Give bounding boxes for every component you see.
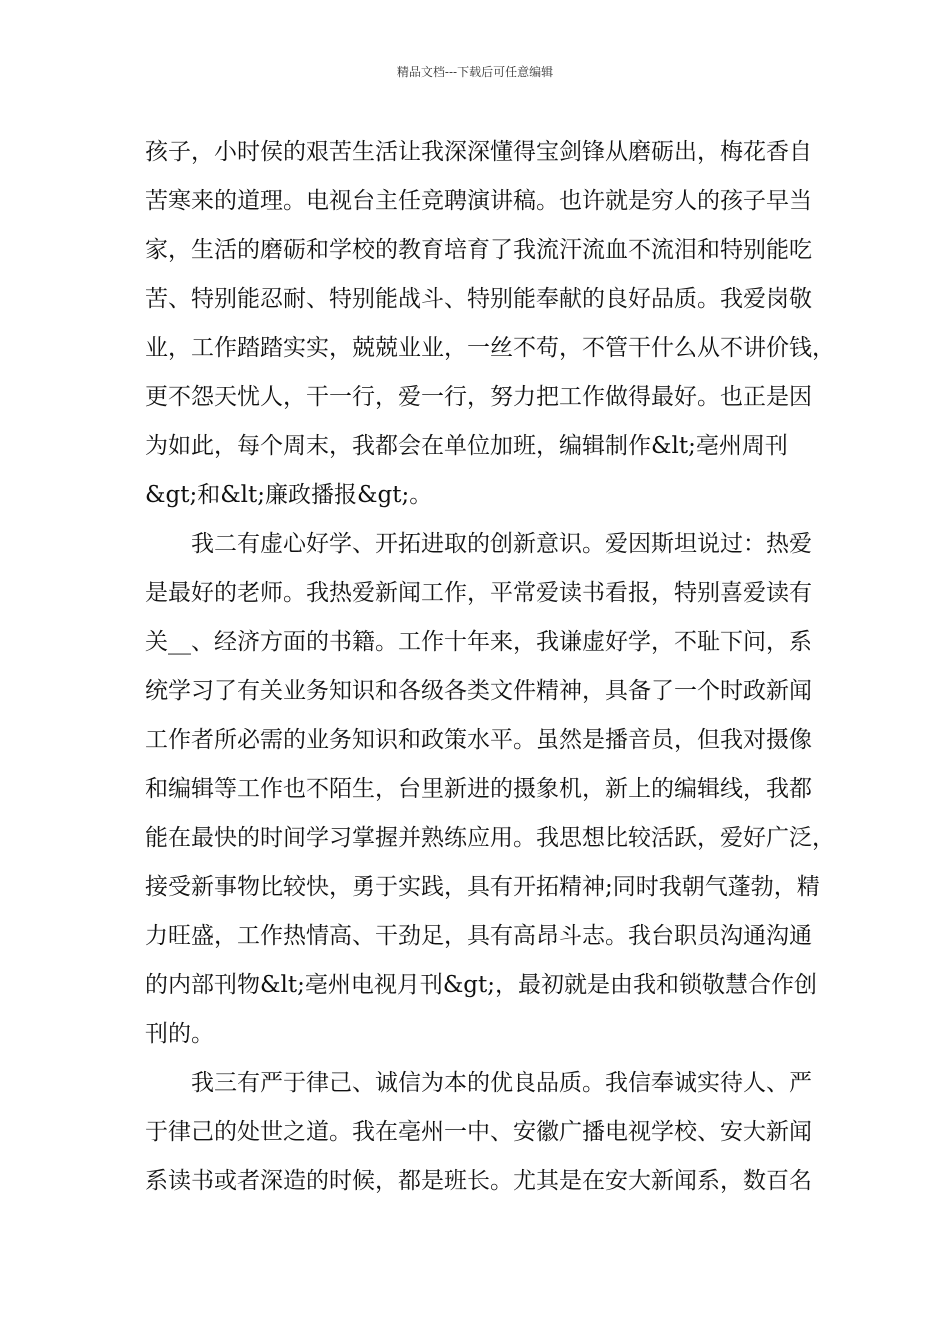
text-line: 刊的。 xyxy=(145,1021,214,1047)
text-line: 能在最快的时间学习掌握并熟练应用。我思想比较活跃，爱好广泛， xyxy=(145,825,835,851)
text-line: 苦、特别能忍耐、特别能战斗、特别能奉献的良好品质。我爱岗敬 xyxy=(145,286,812,312)
text-line: 我二有虚心好学、开拓进取的创新意识。爱因斯坦说过：热爱 xyxy=(191,531,812,557)
text-line: 关__、经济方面的书籍。工作十年来，我谦虚好学，不耻下问，系 xyxy=(145,629,812,655)
text-line: 更不怨天忧人，干一行，爱一行，努力把工作做得最好。也正是因 xyxy=(145,384,812,410)
text-line: 工作者所必需的业务知识和政策水平。虽然是播音员，但我对摄像 xyxy=(145,727,812,753)
text-line: 业，工作踏踏实实，兢兢业业，一丝不苟，不管干什么从不讲价钱， xyxy=(145,335,835,361)
paragraph xyxy=(145,520,835,1059)
page-header: 精品文档---下载后可任意编辑 xyxy=(396,65,554,79)
paragraph xyxy=(145,1059,810,1206)
text-line: 苦寒来的道理。电视台主任竞聘演讲稿。也许就是穷人的孩子早当 xyxy=(145,188,812,214)
text-line: 家，生活的磨砺和学校的教育培育了我流汗流血不流泪和特别能吃 xyxy=(145,237,812,263)
text-line: 为如此，每个周末，我都会在单位加班，编辑制作&lt;亳州周刊 xyxy=(145,433,788,459)
text-line: 是最好的老师。我热爱新闻工作，平常爱读书看报，特别喜爱读有 xyxy=(145,580,812,606)
text-line: 接受新事物比较快，勇于实践，具有开拓精神;同时我朝气蓬勃，精 xyxy=(145,874,820,900)
text-line: 的内部刊物&lt;亳州电视月刊&gt;，最初就是由我和锁敬慧合作创 xyxy=(145,972,818,998)
text-line: &gt;和&lt;廉政播报&gt;。 xyxy=(145,482,433,508)
document-body xyxy=(145,128,835,1206)
text-line: 统学习了有关业务知识和各级各类文件精神，具备了一个时政新闻 xyxy=(145,678,812,704)
text-line: 我三有严于律己、诚信为本的优良品质。我信奉诚实待人、严 xyxy=(191,1070,812,1096)
text-line: 于律己的处世之道。我在亳州一中、安徽广播电视学校、安大新闻 xyxy=(145,1119,812,1145)
text-line: 孩子，小时侯的艰苦生活让我深深懂得宝剑锋从磨砺出，梅花香自 xyxy=(145,139,812,165)
text-line: 力旺盛，工作热情高、干劲足，具有高昂斗志。我台职员沟通沟通 xyxy=(145,923,812,949)
paragraph xyxy=(145,128,835,520)
text-line: 系读书或者深造的时候，都是班长。尤其是在安大新闻系，数百名 xyxy=(145,1168,812,1194)
text-line: 和编辑等工作也不陌生，台里新进的摄象机，新上的编辑线，我都 xyxy=(145,776,812,802)
